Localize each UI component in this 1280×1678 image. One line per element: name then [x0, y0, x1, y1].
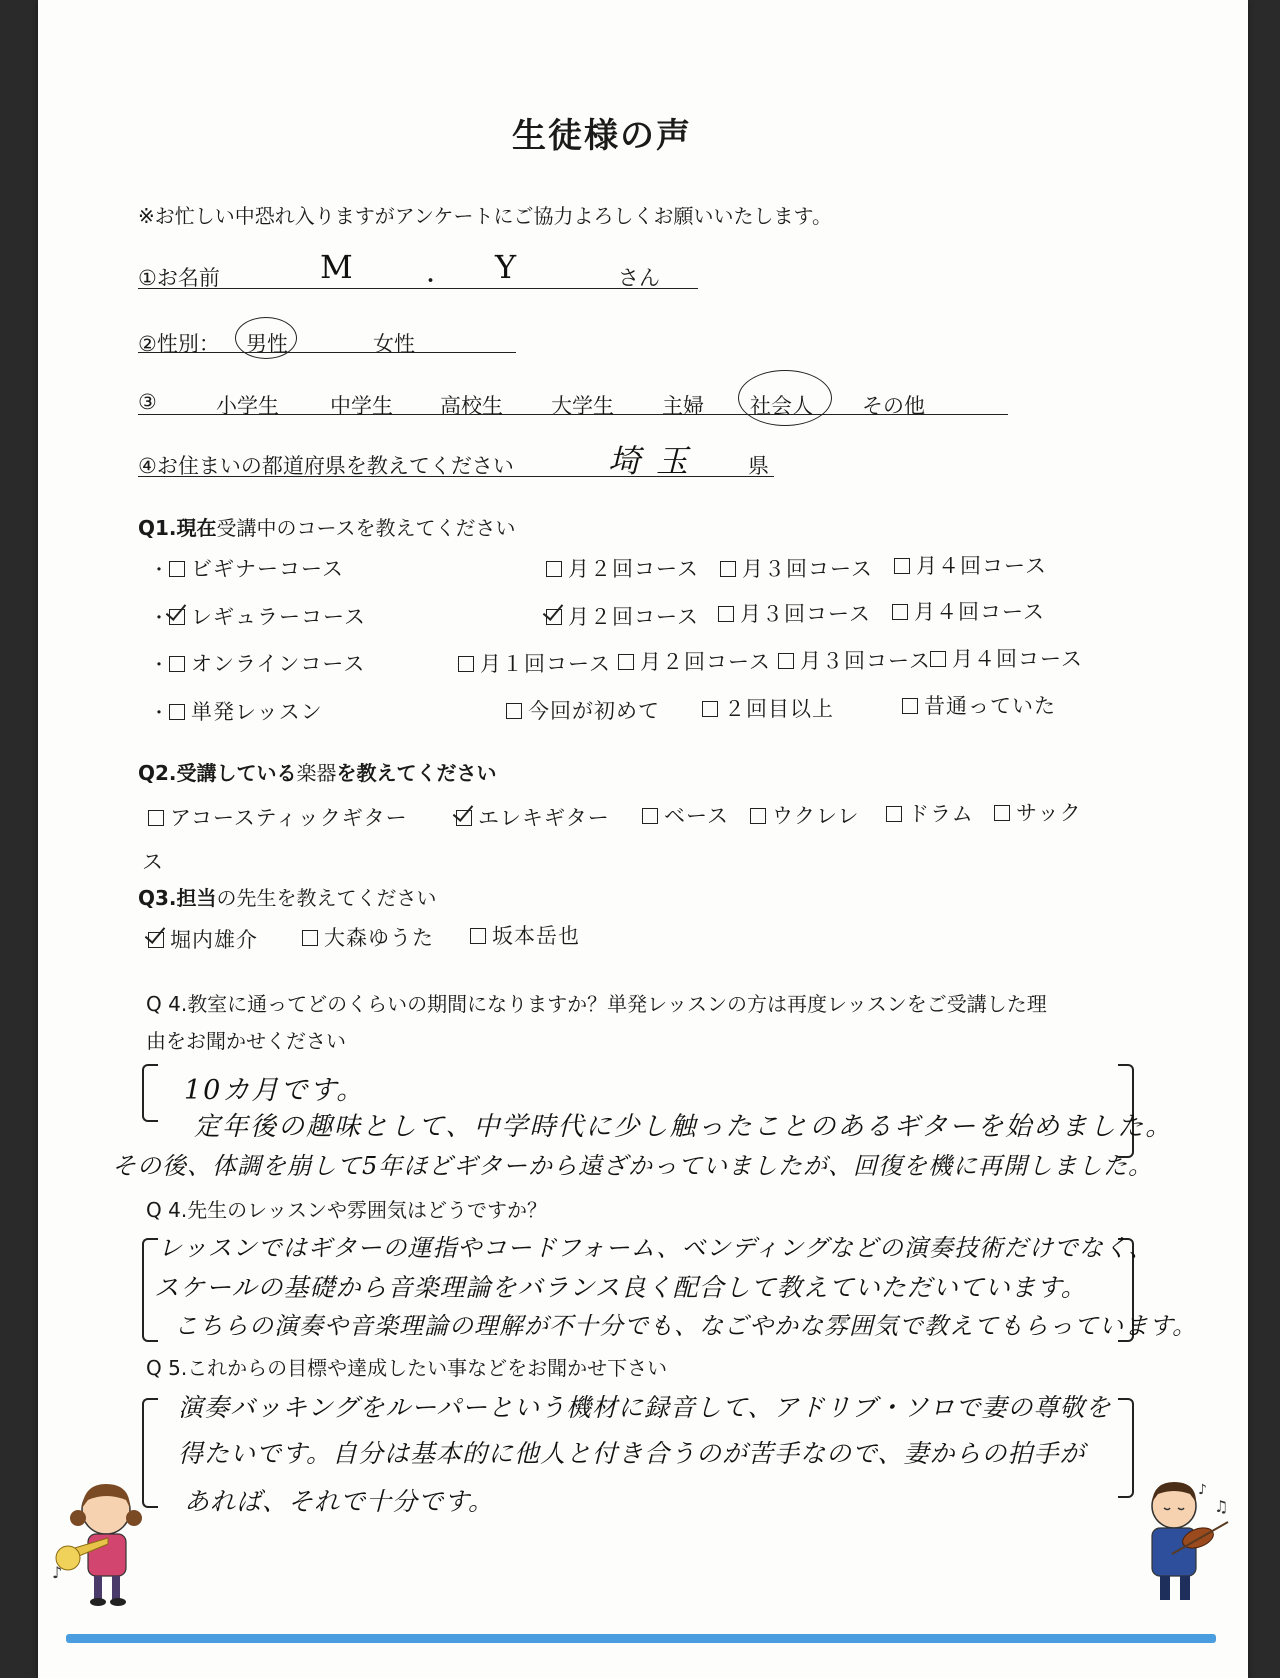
svg-text:♫: ♫ [1214, 1497, 1229, 1516]
option-label: ベース [664, 804, 729, 828]
checkbox[interactable] [618, 654, 634, 670]
q1-row-regular [150, 601, 366, 631]
checkbox[interactable] [894, 558, 910, 574]
occupation-underline [138, 414, 1008, 415]
gender-option-male: 男性 [246, 332, 288, 356]
q3-opt-horiuchi [148, 924, 258, 954]
option-label: 坂本岳也 [492, 924, 580, 948]
occupation-label: ③ [138, 390, 157, 414]
page-title: 生徒様の声 [512, 116, 692, 156]
option-label: ２回目以上 [724, 697, 834, 721]
q1-row-single-lesson [150, 696, 323, 726]
q2-opt-sax-overflow: ス [142, 850, 164, 874]
occupation-option-university: 大学生 [551, 394, 614, 418]
course-online: オンラインコース [191, 652, 366, 676]
q1-text: 受講中のコースを教えてください [216, 516, 516, 540]
checkbox[interactable] [994, 805, 1010, 821]
q1-row-beginner [150, 553, 344, 583]
q1-online-opt-1 [458, 648, 611, 678]
q5-label: Q 5. [146, 1356, 188, 1380]
boy-violin-illustration [1124, 1476, 1234, 1606]
q2-bold1: 受講 [176, 761, 217, 785]
q3-text: の先生を教えてください [216, 886, 437, 910]
option-label: サック [1016, 801, 1082, 825]
checkbox[interactable] [546, 561, 562, 577]
q2-heading [138, 757, 497, 786]
bullet: ・ [150, 560, 169, 581]
q2-label: Q2. [138, 761, 177, 785]
checkbox[interactable] [148, 810, 164, 826]
q4a-answer-line1: 10カ月です。 [184, 1075, 366, 1106]
checkbox[interactable] [902, 698, 918, 714]
option-label: 月３回コース [740, 602, 871, 626]
prefecture-underline [138, 476, 774, 477]
prefecture-value: 埼玉 [608, 442, 705, 480]
q1-bold: 現在 [176, 516, 217, 540]
q1-regular-opt-3 [718, 598, 871, 628]
q2-text: を教えてください [336, 761, 497, 785]
option-label: 月３回コース [742, 557, 873, 581]
q4b-question [146, 1194, 547, 1223]
option-label: 昔通っていた [924, 694, 1056, 718]
q3-opt-sakamoto [470, 920, 580, 950]
option-label: 今回が初めて [528, 699, 660, 723]
bottom-accent-line [66, 1634, 1216, 1643]
checkbox[interactable] [702, 701, 718, 717]
q5-text: これからの目標や達成したい事などをお聞かせ下さい [187, 1356, 668, 1380]
q4b-answer-line2: スケールの基礎から音楽理論をバランス良く配合して教えていただいています。 [154, 1273, 1087, 1302]
q4a-line1: 教室に通ってどのくらいの期間になりますか？単発レッスンの方は再度レッスンをご受講した理 [187, 992, 1047, 1016]
q1-beginner-opt-2 [546, 553, 699, 583]
checkbox-checked[interactable] [546, 609, 562, 625]
occupation-option-junior-high: 中学生 [330, 394, 393, 418]
q1-online-opt-4 [930, 643, 1083, 673]
q1-single-opt-repeat [702, 693, 834, 723]
prefecture-suffix: 県 [748, 454, 769, 478]
option-label: 大森ゆうた [324, 926, 434, 950]
q4b-text: 先生のレッスンや雰囲気はどうですか？ [187, 1198, 547, 1222]
checkbox-checked[interactable] [456, 810, 472, 826]
q2-opt-acoustic [148, 802, 408, 832]
q4a-answer-line3: その後、体調を崩して5年ほどギターから遠ざかっていましたが、回復を機に再開しました。 [112, 1152, 1154, 1180]
checkbox[interactable] [169, 561, 185, 577]
q2-bold2: 楽器 [296, 761, 337, 785]
occupation-selected-circle [738, 370, 832, 426]
prefecture-label: ④お住まいの都道府県を教えてください [138, 454, 514, 478]
course-single: 単発レッスン [191, 700, 323, 724]
q4b-answer-line3: こちらの演奏や音楽理論の理解が不十分でも、なごやかな雰囲気で教えてもらっています。 [174, 1312, 1198, 1340]
q1-heading [138, 512, 516, 541]
checkbox[interactable] [718, 606, 734, 622]
q4a-question [146, 988, 1047, 1017]
q2-opt-sax [994, 797, 1082, 827]
checkbox[interactable] [302, 930, 318, 946]
option-label: 月３回コース [800, 649, 931, 673]
occupation-option-housewife: 主婦 [662, 394, 704, 418]
name-label: ①お名前 [138, 266, 220, 290]
q2-opt-electric [456, 802, 610, 832]
q1-row-online [150, 648, 365, 678]
gender-option-female: 女性 [373, 332, 415, 356]
q2-opt-bass [642, 800, 729, 830]
q4a-bracket-left [142, 1064, 158, 1122]
q4a-answer-line2: 定年後の趣味として、中学時代に少し触ったことのあるギターを始めました。 [194, 1112, 1174, 1142]
q4b-answer-line1: レッスンではギターの運指やコードフォーム、ベンディングなどの演奏技術だけでなく、 [158, 1234, 1154, 1262]
name-last-value: Y [495, 248, 517, 286]
checkbox[interactable] [506, 703, 522, 719]
name-underline [138, 288, 698, 289]
option-label: 月４回コース [914, 600, 1045, 624]
option-label: 月１回コース [480, 652, 611, 676]
checkbox[interactable] [470, 928, 486, 944]
q1-beginner-opt-4 [894, 550, 1047, 580]
q3-opt-omori [302, 922, 434, 952]
name-suffix: さん [618, 266, 660, 290]
option-label: ドラム [908, 802, 974, 826]
q4b-label: Q 4. [146, 1198, 188, 1222]
bullet: ・ [150, 655, 169, 676]
q1-beginner-opt-3 [720, 553, 873, 583]
q5-answer-line3: あれば、それで十分です。 [184, 1487, 495, 1516]
q3-heading [138, 882, 437, 911]
option-label: 月４回コース [952, 647, 1083, 671]
intro-text: ※お忙しい中恐れ入りますがアンケートにご協力よろしくお願いいたします。 [138, 204, 832, 228]
q4a-question-line2: 由をお聞かせください [146, 1029, 346, 1053]
option-label: 堀内雄介 [170, 928, 258, 952]
option-label: 月２回コース [568, 605, 699, 629]
q3-bold: 担当 [176, 886, 217, 910]
checkbox[interactable] [642, 808, 658, 824]
option-label: 月２回コース [568, 557, 699, 581]
checkbox[interactable] [892, 604, 908, 620]
q1-regular-opt-2 [546, 601, 699, 631]
gender-underline [138, 352, 516, 353]
q1-label: Q1. [138, 516, 177, 540]
q5-question [146, 1352, 667, 1381]
occupation-option-high-school: 高校生 [440, 394, 503, 418]
occupation-option-elementary: 小学生 [216, 394, 279, 418]
option-label: 月４回コース [916, 554, 1047, 578]
name-first-value: M [320, 248, 353, 286]
q2-mid: している [216, 761, 297, 785]
option-label: 月２回コース [640, 650, 771, 674]
checkbox[interactable] [886, 806, 902, 822]
checkbox[interactable] [930, 651, 946, 667]
girl-trumpet-illustration [48, 1478, 158, 1608]
option-label: ウクレレ [772, 804, 860, 828]
bullet: ・ [150, 703, 169, 724]
occupation-option-working-adult: 社会人 [750, 394, 813, 418]
q2-opt-ukulele [750, 800, 859, 830]
name-dot: ・ [420, 269, 441, 293]
q3-label: Q3. [138, 886, 177, 910]
bullet: ・ [150, 608, 169, 629]
q1-regular-opt-4 [892, 596, 1045, 626]
option-label: エレキギター [478, 806, 610, 830]
checkbox[interactable] [169, 656, 185, 672]
occupation-option-other: その他 [862, 394, 925, 418]
gender-label: ②性別： [138, 332, 220, 356]
course-regular: レギュラーコース [191, 605, 366, 629]
checkbox-checked[interactable] [169, 609, 185, 625]
svg-text:♪: ♪ [52, 1563, 63, 1582]
checkbox-checked[interactable] [148, 932, 164, 948]
q1-single-opt-past [902, 690, 1056, 720]
checkbox[interactable] [169, 704, 185, 720]
q5-answer-line2: 得たいです。自分は基本的に他人と付き合うのが苦手なので、妻からの拍手が [178, 1439, 1086, 1468]
q1-online-opt-3 [778, 645, 931, 675]
q2-opt-drums [886, 798, 974, 828]
svg-text:♪: ♪ [1198, 1482, 1207, 1498]
checkbox[interactable] [750, 808, 766, 824]
q5-answer-line1: 演奏バッキングをルーパーという機材に録音して、アドリブ・ソロで妻の尊敬を [178, 1393, 1112, 1422]
course-beginner: ビギナーコース [191, 557, 344, 581]
q1-online-opt-2 [618, 646, 771, 676]
checkbox[interactable] [720, 561, 736, 577]
checkbox[interactable] [458, 656, 474, 672]
survey-sheet [38, 0, 1248, 1678]
q4a-label: Q 4. [146, 992, 188, 1016]
option-label: アコースティックギター [170, 806, 408, 830]
checkbox[interactable] [778, 653, 794, 669]
q1-single-opt-first [506, 695, 660, 725]
